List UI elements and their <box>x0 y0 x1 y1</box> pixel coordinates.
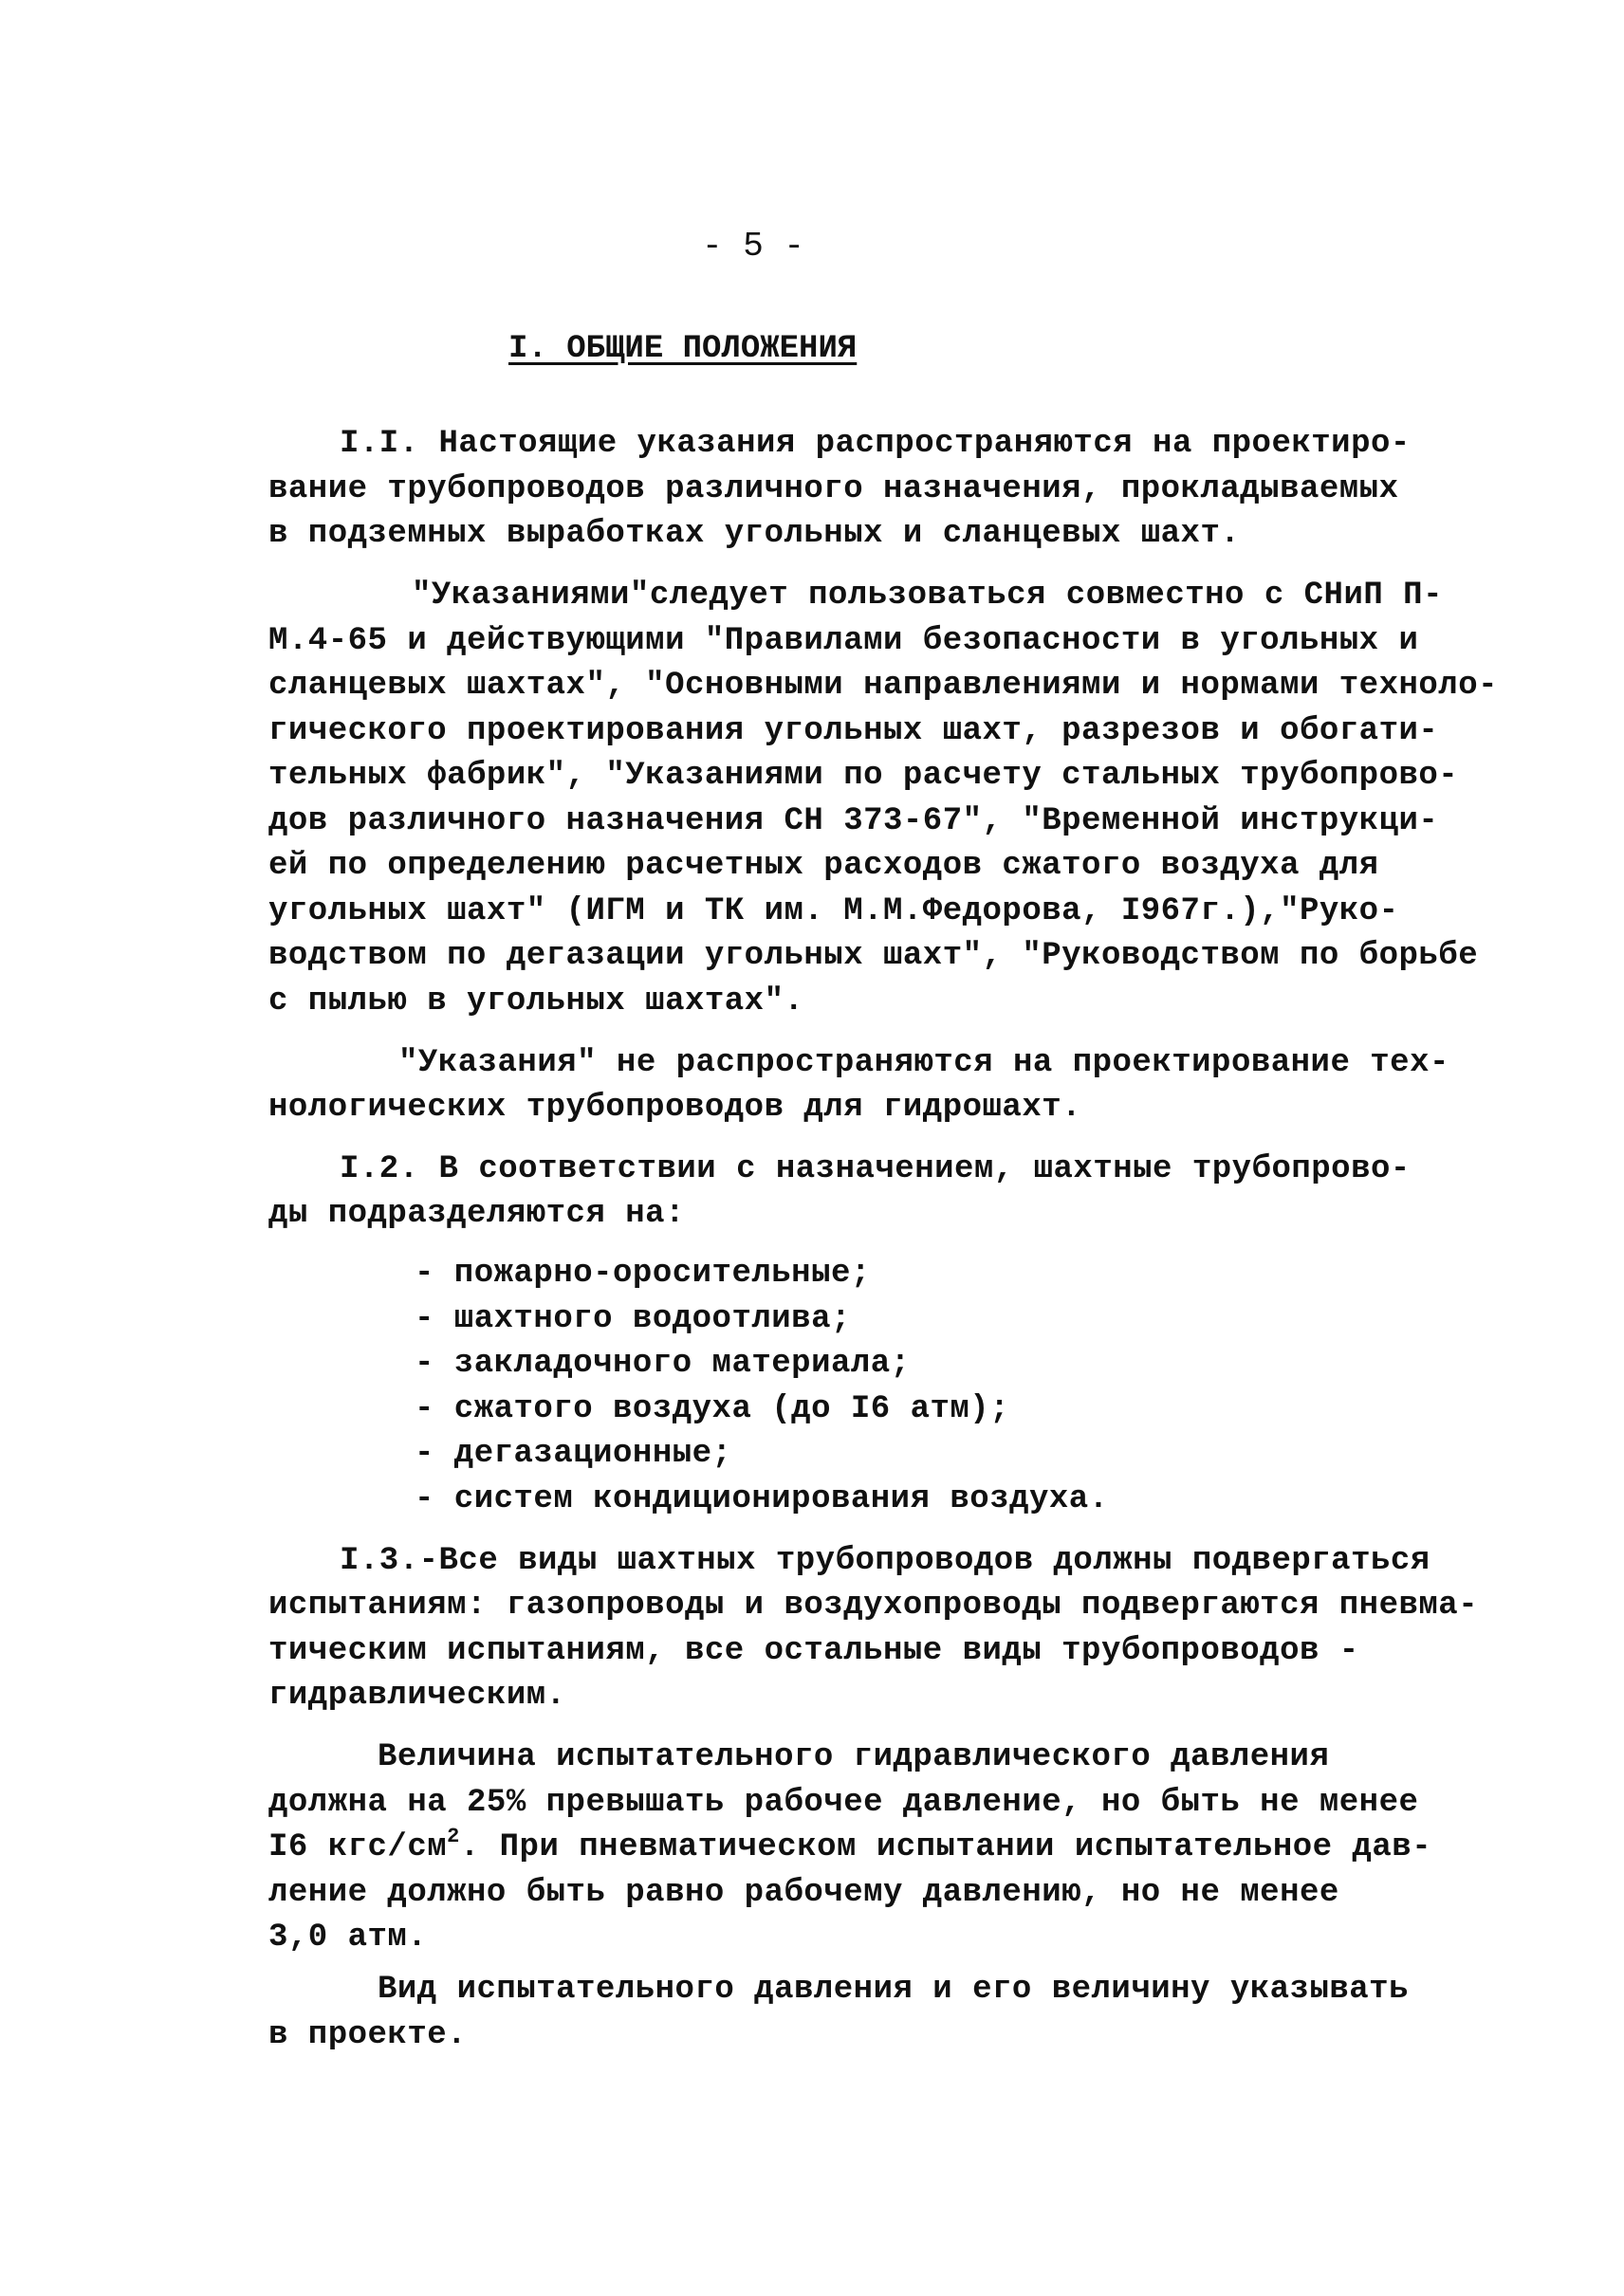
text-line: в проекте. <box>268 2017 468 2053</box>
text-fragment: I6 кгс/см <box>268 1829 448 1865</box>
section-title: I. ОБЩИЕ ПОЛОЖЕНИЯ <box>508 331 858 367</box>
text-line: сланцевых шахтах", "Основными направлениями и нормами техноло- <box>268 668 1499 704</box>
text-line: дов различного назначения СН 373-67", "Временной инструкци- <box>268 803 1439 839</box>
text-line: "Указания" не распространяются на проектирование тех- <box>398 1045 1449 1081</box>
page-number: - 5 - <box>702 227 805 266</box>
text-line: I.2. В соответствии с назначением, шахтные трубопрово- <box>340 1151 1411 1187</box>
text-line: 3,0 атм. <box>268 1919 428 1956</box>
list-item: - систем кондиционирования воздуха. <box>415 1481 1109 1517</box>
text-line-with-superscript <box>268 1825 1432 1866</box>
list-item: - пожарно-оросительные; <box>415 1256 871 1292</box>
text-line: в подземных выработках угольных и сланцевых шахт. <box>268 516 1241 552</box>
text-fragment: . При пневматическом испытании испытательное дав- <box>459 1829 1432 1865</box>
text-line: гидравлическим. <box>268 1678 566 1714</box>
text-line: I.I. Настоящие указания распространяются на проектиро- <box>340 426 1411 462</box>
text-line: тельных фабрик", "Указаниями по расчету стальных трубопрово- <box>268 758 1459 794</box>
text-line: должна на 25% превышать рабочее давление, но быть не менее <box>268 1785 1419 1821</box>
list-item: - шахтного водоотлива; <box>415 1301 851 1337</box>
list-item: - дегазационные; <box>415 1436 732 1472</box>
superscript: 2 <box>447 1825 460 1848</box>
text-line: водством по дегазации угольных шахт", "Руководством по борьбе <box>268 938 1479 974</box>
list-item: - закладочного материала; <box>415 1346 911 1382</box>
text-line: тическим испытаниям, все остальные виды трубопроводов - <box>268 1633 1359 1669</box>
text-line: Вид испытательного давления и его величину указывать <box>378 1972 1409 2008</box>
text-line: Величина испытательного гидравлического давления <box>378 1739 1330 1775</box>
text-line: угольных шахт" (ИГМ и ТК им. М.М.Федорова, I967г.),"Руко- <box>268 893 1399 929</box>
text-line: "Указаниями"следует пользоваться совместно с СНиП П- <box>412 578 1443 614</box>
text-line: ей по определению расчетных расходов сжатого воздуха для <box>268 848 1379 884</box>
text-line: ление должно быть равно рабочему давлению, но не менее <box>268 1875 1339 1911</box>
text-line: I.3.-Все виды шахтных трубопроводов должны подвергаться <box>340 1543 1430 1579</box>
text-line: ды подразделяются на: <box>268 1196 685 1232</box>
text-line: М.4-65 и действующими "Правилами безопасности в угольных и <box>268 623 1419 659</box>
text-line: с пылью в угольных шахтах". <box>268 983 804 1019</box>
list-item: - сжатого воздуха (до I6 атм); <box>415 1391 1010 1427</box>
text-line: нологических трубопроводов для гидрошахт. <box>268 1090 1082 1126</box>
text-line: гического проектирования угольных шахт, разрезов и обогати- <box>268 713 1439 749</box>
text-line: испытаниям: газопроводы и воздухопроводы подвергаются пневма- <box>268 1588 1479 1624</box>
text-line: вание трубопроводов различного назначения, прокладываемых <box>268 471 1399 507</box>
